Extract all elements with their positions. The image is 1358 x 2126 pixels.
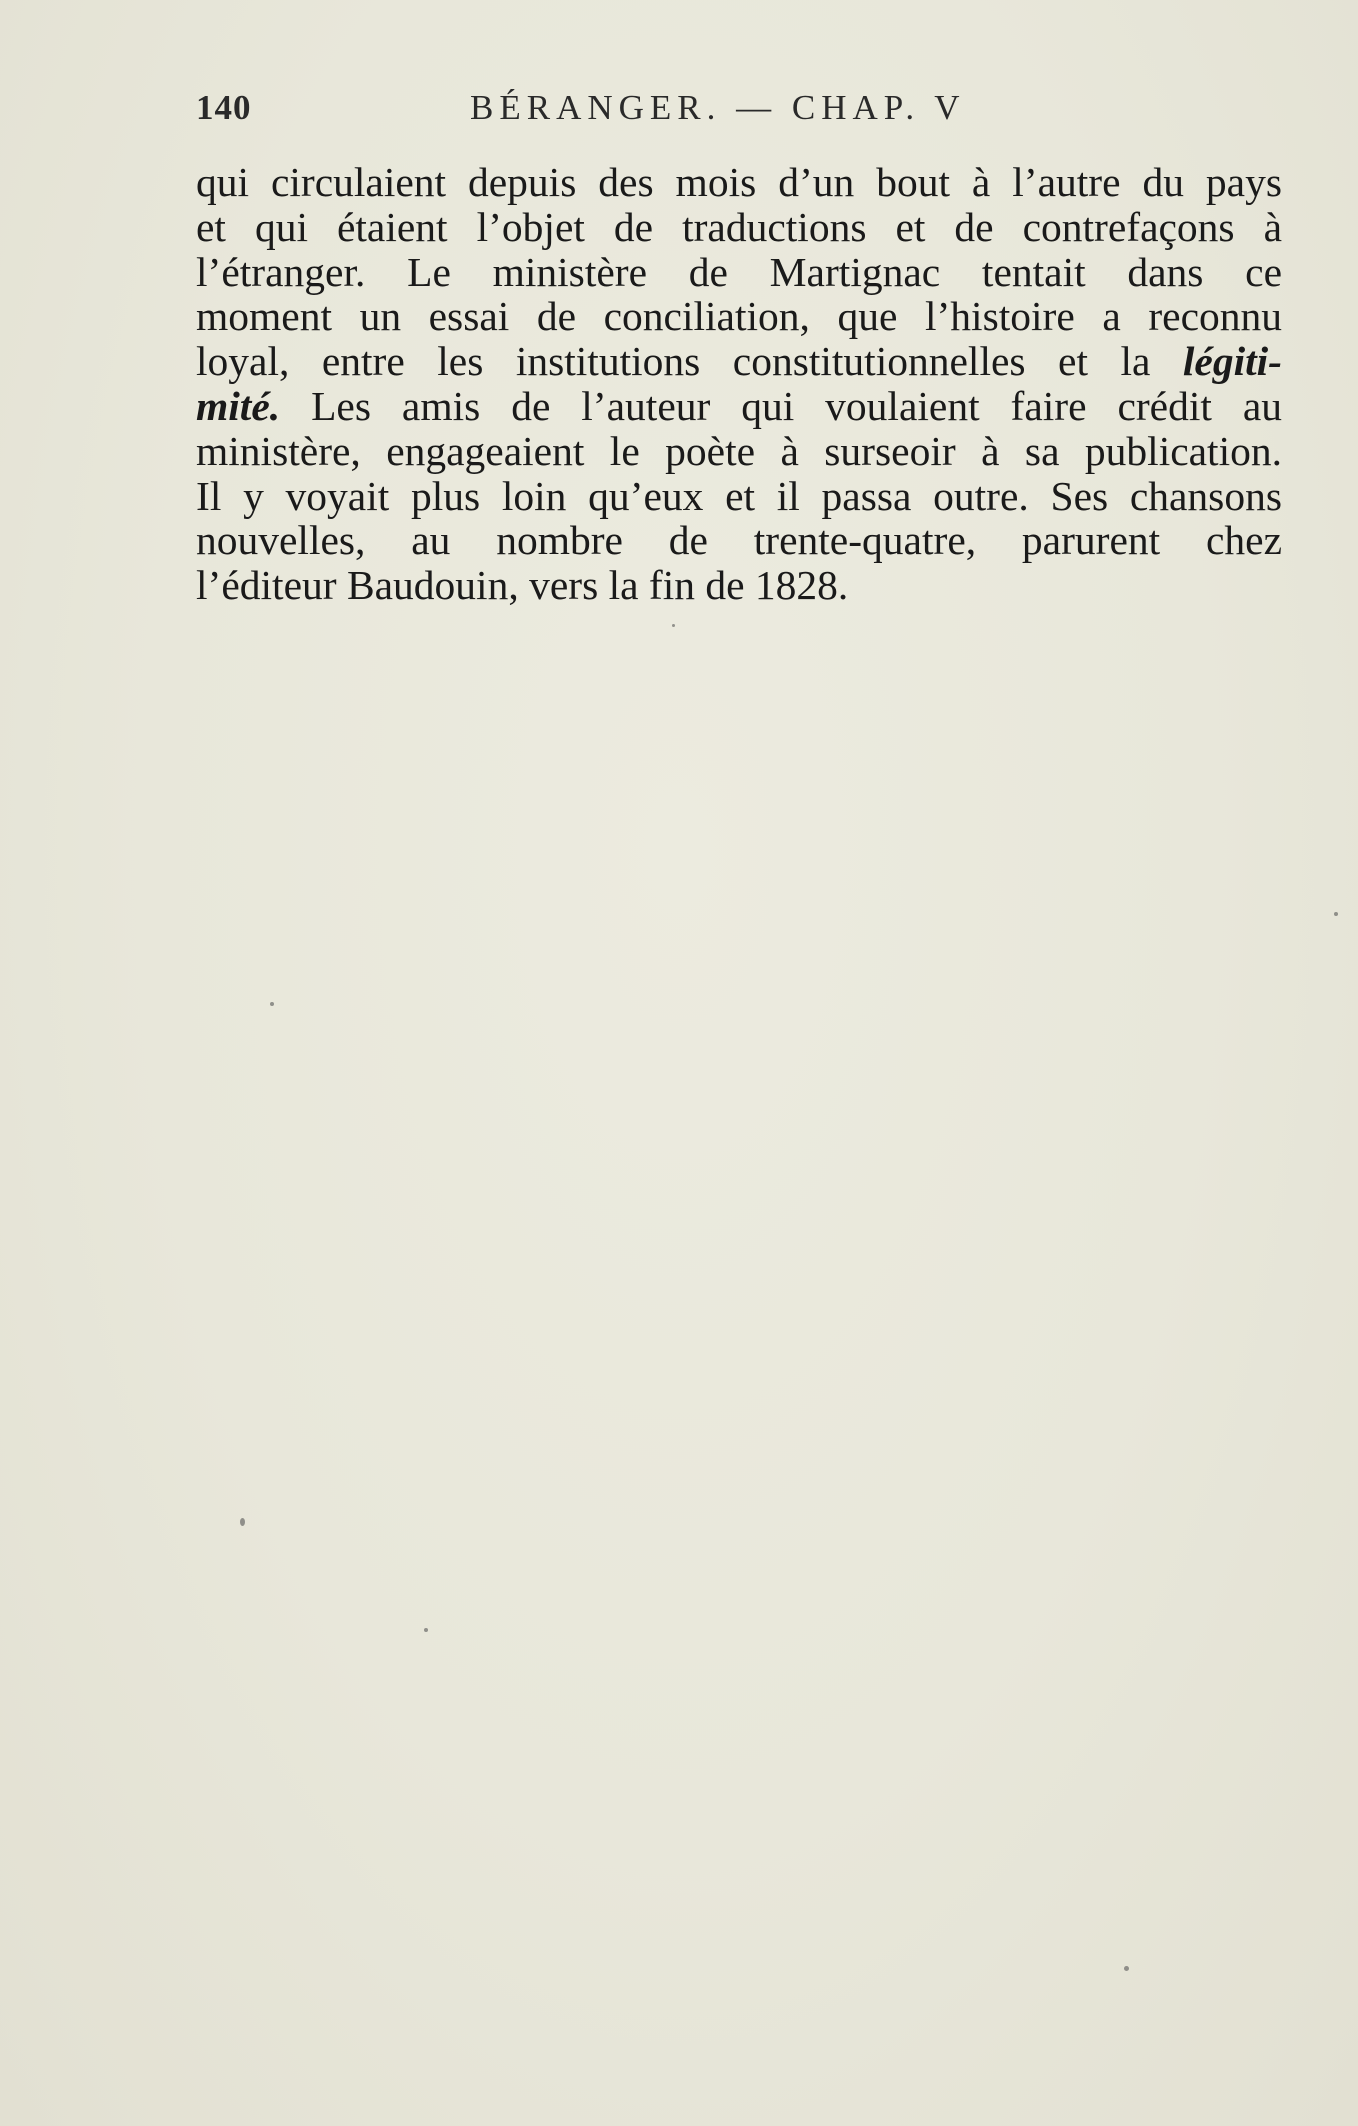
paper-speck [240, 1518, 245, 1526]
text-line: moment un essai de conciliation, que l’histoire a reconnu [196, 293, 1282, 340]
paper-speck [270, 1002, 274, 1006]
text-line: l’étranger. Le ministère de Martignac tentait dans ce [196, 248, 1282, 295]
page-number: 140 [196, 88, 252, 127]
text-line [196, 384, 1282, 429]
text-line: qui circulaient depuis des mois d’un bout à l’autre du pays [196, 159, 1282, 205]
paper-speck [1124, 1966, 1129, 1971]
text-line: l’éditeur Baudouin, vers la fin de 1828. [196, 562, 849, 609]
text-line: nouvelles, au nombre de trente-quatre, parurent chez [196, 517, 1282, 564]
italic-word: légiti- [1182, 338, 1283, 385]
text-segment: loyal, entre les institutions constitutionnelles et la [196, 338, 1151, 385]
paper-speck [424, 1628, 428, 1632]
running-title: BÉRANGER. — CHAP. V [470, 88, 966, 127]
text-segment: Les amis de l’auteur qui voulaient faire crédit au [311, 382, 1282, 429]
body-paragraph [196, 160, 1282, 608]
text-line [196, 339, 1282, 384]
text-line: ministère, engageaient le poète à surseoir à sa publication. [196, 427, 1282, 474]
page-header [196, 88, 1282, 138]
text-line: et qui étaient l’objet de traductions et de contrefaçons à [196, 203, 1282, 250]
text-line: Il y voyait plus loin qu’eux et il passa outre. Ses chansons [196, 472, 1282, 519]
paper-speck [1334, 912, 1338, 916]
italic-word: mité. [196, 382, 281, 429]
paper-speck [672, 624, 675, 627]
